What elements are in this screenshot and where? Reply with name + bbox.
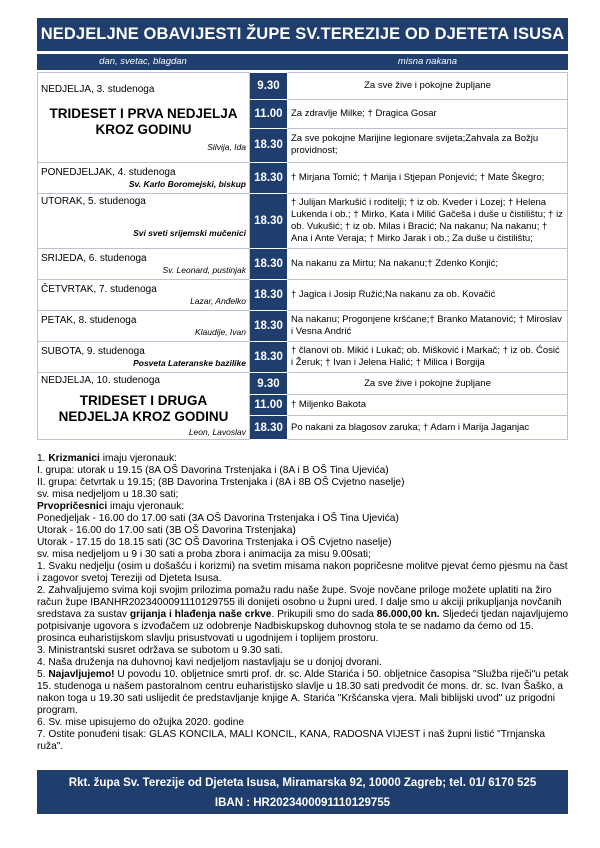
mass-time: 9.30 bbox=[250, 373, 288, 395]
day-cell-sunday-10 bbox=[38, 373, 250, 440]
note-highlight: Najavljujemo! bbox=[48, 669, 115, 680]
mass-intention: Na nakanu za Mirtu; Na nakanu;† Zdenko Konjić; bbox=[288, 249, 568, 280]
note-paragraph: 3. Ministrantski susret održava se subotom u 9.30 sati. bbox=[37, 645, 283, 656]
table-row bbox=[38, 311, 568, 342]
saint-name: Sv. Karlo Boromejski, biskup bbox=[128, 179, 246, 189]
day-name: PONEDJELJAK, 4. studenoga bbox=[41, 167, 176, 178]
day-name: NEDJELJA, 3. studenoga bbox=[41, 83, 155, 95]
mass-intention: † Miljenko Bakota bbox=[288, 395, 568, 416]
page-title: NEDJELJNE OBAVIJESTI ŽUPE SV.TEREZIJE OD DJETETA ISUSA bbox=[37, 18, 568, 51]
day-cell-saturday bbox=[38, 342, 250, 373]
schedule-header bbox=[37, 54, 568, 70]
day-name: ČETVRTAK, 7. studenoga bbox=[41, 284, 157, 295]
header-day-column: dan, svetac, blagdan bbox=[99, 56, 187, 67]
mass-intention: Po nakani za blagosov zaruka; † Adam i Marija Jaganjac bbox=[288, 416, 568, 440]
table-row bbox=[38, 342, 568, 373]
note-paragraph: 1. Svaku nedjelju (osim u došašću i korizmi) na svetim misama nakon popričesne molitve pjevat ćemo pjesmu na čast i zagovor svetoj Tereziji od Djeteta Isusa. bbox=[37, 561, 568, 584]
sunday-title-line: KROZ GODINU bbox=[95, 121, 192, 137]
mass-time: 11.00 bbox=[250, 395, 288, 416]
day-cell-sunday-3 bbox=[38, 73, 250, 163]
mass-time: 18.30 bbox=[250, 342, 288, 373]
mass-time: 18.30 bbox=[250, 416, 288, 440]
parish-contact-footer bbox=[37, 770, 568, 814]
saint-name: Silvija, Ida bbox=[207, 141, 246, 152]
note-paragraph: 7. Ostite ponuđeni tisak: GLAS KONCILA, MALI KONCIL, KANA, RADOSNA VIJEST i naš župni listić "Trnjanska ruža". bbox=[37, 729, 546, 752]
mass-intention: Za zdravlje Milke; † Dragica Gosar bbox=[288, 99, 568, 128]
day-cell-wednesday bbox=[38, 249, 250, 280]
sunday-title-line: NEDJELJA KROZ GODINU bbox=[58, 409, 229, 424]
mass-schedule-table bbox=[37, 72, 568, 440]
mass-time: 18.30 bbox=[250, 163, 288, 194]
table-row bbox=[38, 73, 568, 100]
day-cell-thursday bbox=[38, 280, 250, 311]
day-cell-tuesday bbox=[38, 194, 250, 249]
announcements bbox=[37, 453, 572, 753]
saint-name: Posveta Lateranske bazilike bbox=[133, 358, 246, 368]
note-highlight: Krizmanici bbox=[48, 453, 100, 464]
note-paragraph: 5. Najavljujemo! U povodu 10. obljetnice smrti prof. dr. sc. Alde Starića i 50. obljetnice časopisa "Služba riječi"u petak 15. studenoga u našem pastoralnom centru euharistijsko slavlje u 18.30 sati predvodit će mons. dr. sc. Ivan Šaško, a nakon toga u 19.30 sati uslijedit će predstavljanje knjige A. Starića "Kršćanska vjera. Mali biblijski uvod" uz prigodni program. bbox=[37, 669, 569, 716]
day-cell-monday bbox=[38, 163, 250, 194]
mass-intention: † članovi ob. Mikić i Lukač; ob. Mišković i Markač; † iz ob. Ćosić i Žeruk; † Ivan i Jelena Halić; † Milica i Borgija bbox=[288, 342, 568, 373]
note-line: Utorak - 16.00 do 17.00 sati (3B OŠ Davorina Trstenjaka) bbox=[37, 525, 296, 536]
note-line: Utorak - 17.15 do 18.15 sati (3C OŠ Davorina Trstenjaka i OŠ Cvjetno naselje) bbox=[37, 537, 392, 548]
mass-time: 18.30 bbox=[250, 194, 288, 249]
day-name: NEDJELJA, 10. studenoga bbox=[41, 375, 160, 386]
day-cell-friday bbox=[38, 311, 250, 342]
note-highlight: 86.000,00 kn. bbox=[376, 609, 440, 620]
note-paragraph: 4. Naša druženja na duhovnoj kavi nedjeljom nastavljaju se u donjoj dvorani. bbox=[37, 657, 382, 668]
saint-name: Lazar, Anđelko bbox=[190, 296, 246, 306]
saint-name: Klaudije, Ivan bbox=[194, 327, 246, 337]
mass-intention: † Jagica i Josip Ružić;Na nakanu za ob. Kovačić bbox=[288, 280, 568, 311]
note-highlight: Prvopričesnici bbox=[37, 501, 108, 512]
day-name: SRIJEDA, 6. studenoga bbox=[41, 253, 147, 264]
note-highlight: grijanja i hlađenja naše crkve bbox=[129, 609, 272, 620]
mass-time: 18.30 bbox=[250, 311, 288, 342]
mass-time: 11.00 bbox=[250, 99, 288, 128]
saint-name: Svi sveti srijemski mučenici bbox=[133, 228, 246, 238]
table-row bbox=[38, 249, 568, 280]
mass-intention: † Julijan Markušić i roditelji; † iz ob. Kveder i Lozej; † Helena Lukenda i ob.; † Mirko, Kata i Milić Gačeša i duše u čistilištu; † iz ob. Vukušić; † iz ob. Milas i Bracić; Na nakanu; Na nakanu; † Ana i Ante Veraja; † Mirko Jarak i ob.; Za duše u čistilištu; bbox=[288, 194, 568, 249]
footer-iban: IBAN : HR2023400091110129755 bbox=[214, 797, 391, 809]
note-line: Ponedjeljak - 16.00 do 17.00 sati (3A OŠ Davorina Trstenjaka i OŠ Tina Ujevića) bbox=[37, 513, 399, 524]
sunday-title-line: TRIDESET I DRUGA bbox=[79, 393, 208, 408]
note-line: sv. misa nedjeljom u 18.30 sati; bbox=[37, 489, 179, 500]
footer-address: Rkt. župa Sv. Terezije od Djeteta Isusa, Miramarska 92, 10000 Zagreb; tel. 01/ 6170 525 bbox=[68, 777, 537, 789]
mass-intention: Na nakanu; Progonjene kršćane;† Branko Matanović; † Miroslav i Vesna Andrić bbox=[288, 311, 568, 342]
mass-time: 18.30 bbox=[250, 249, 288, 280]
table-row bbox=[38, 373, 568, 395]
saint-name: Leon, Lavoslav bbox=[188, 427, 246, 437]
note-line: II. grupa: četvrtak u 19.15; (8B Davorina Trstenjaka i (8A i 8B OŠ Cvjetno naselje) bbox=[37, 477, 405, 488]
header-intent-column: misna nakana bbox=[397, 56, 458, 67]
note-line: I. grupa: utorak u 19.15 (8A OŠ Davorina Trstenjaka i (8A i B OŠ Tina Ujevića) bbox=[37, 465, 389, 476]
note-line: sv. misa nedjeljom u 9 i 30 sati a proba zbora i animacija za misu 9.00sati; bbox=[37, 549, 371, 560]
sunday-title-line: TRIDESET I PRVA NEDJELJA bbox=[49, 105, 238, 121]
day-name: PETAK, 8. studenoga bbox=[41, 315, 137, 326]
saint-name: Sv. Leonard, pustinjak bbox=[162, 265, 246, 275]
table-row bbox=[38, 280, 568, 311]
table-row bbox=[38, 194, 568, 249]
note-line: 1. Krizmanici imaju vjeronauk: bbox=[37, 453, 177, 464]
mass-intention: Za sve pokojne Marijine legionare svijeta;Zahvala za Božju providnost; bbox=[288, 128, 568, 162]
note-line: Prvopričesnici imaju vjeronauk: bbox=[37, 501, 185, 512]
table-row bbox=[38, 163, 568, 194]
mass-intention: † Mirjana Tomić; † Marija i Stjepan Ponjević; † Mate Škegro; bbox=[288, 163, 568, 194]
day-name: SUBOTA, 9. studenoga bbox=[41, 346, 145, 357]
mass-intention: Za sve žive i pokojne župljane bbox=[288, 373, 568, 395]
day-name: UTORAK, 5. studenoga bbox=[41, 196, 146, 207]
mass-time: 18.30 bbox=[250, 128, 288, 162]
note-paragraph: 2. Zahvaljujemo svima koji svojim prilozima pomažu radu naše župe. Svoje novčane priloge možete uplatiti na žiro račun župe IBANHR2023400091110129755 ili donijeti osobno u župni ured. I dalje smo u akciji prikupljanja novčanih sredstava za sustav grijanja i hlađenja naše crkve. Prikupili smo do sada 86.000,00 kn. Sljedeći tjedan najavljujemo potpisivanje ugovora s izvođačem uz odobrenje Nadbiskupskog duhovnog stola te se nadamo da ćemo od 15. prosinca euharistijskom slavlju prisustvovati u ugodnijem i toplijem prostoru. bbox=[37, 585, 569, 644]
mass-time: 18.30 bbox=[250, 280, 288, 311]
mass-time: 9.30 bbox=[250, 73, 288, 100]
note-paragraph: 6. Sv. mise upisujemo do ožujka 2020. godine bbox=[37, 717, 245, 728]
mass-intention: Za sve žive i pokojne župljane bbox=[288, 73, 568, 100]
